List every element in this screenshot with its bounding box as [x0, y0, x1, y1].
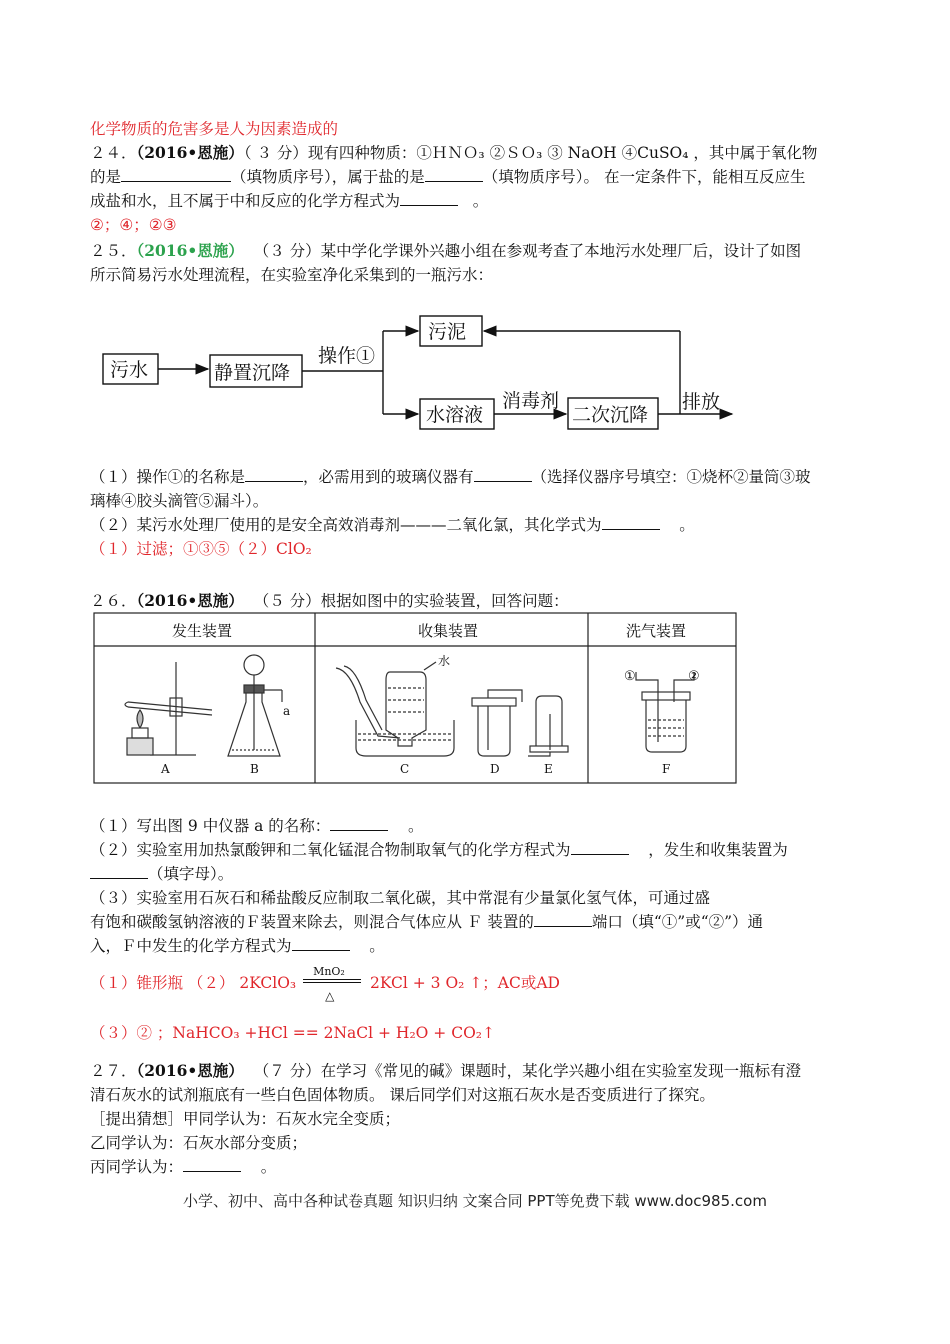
q24-line1: ２４．（2016•恩施）（ ３ 分）现有四种物质：①ＨＮＯ₃ ②ＳＯ₃ ③ NaOH ④CuSO₄ ，其中属于氧化物 [90, 143, 818, 162]
label-c: C [400, 762, 410, 776]
wastewater-flow-diagram [0, 300, 950, 440]
q25-blank-2 [474, 467, 532, 482]
q26-p3-line1: （３）实验室用石灰石和稀盐酸反应制取二氧化碳，其中常混有少量氯化氢气体，可通过盛 [90, 889, 711, 907]
flow-wastewater-label: 污水 [110, 359, 149, 381]
label-a: A [161, 762, 170, 776]
q26-blank-5 [292, 936, 350, 951]
label-small-a: a [283, 704, 291, 718]
apparatus-c [336, 662, 454, 756]
page-footer: 小学、初中、高中各种试卷真题 知识归纳 文案合同 PPT等免费下载 www.doc985.com [183, 1192, 767, 1210]
apparatus-e [528, 696, 568, 756]
q25-p2: （２）某污水处理厂使用的是安全高效消毒剂———二氧化氯，其化学式为 。 [90, 516, 695, 534]
intro-title: 化学物质的危害多是人为因素造成的 [90, 120, 339, 138]
q27-line4: 乙同学认为：石灰水部分变质； [90, 1134, 308, 1152]
label-water: 水 [438, 654, 451, 668]
q25-line1: ２５．（2016•恩施） （３ 分）某中学化学课外兴趣小组在参观考查了本地污水处理厂后，设计了如图 [90, 241, 802, 260]
header-collection: 收集装置 [418, 622, 479, 640]
header-generation: 发生装置 [172, 622, 233, 640]
q25-p1-line1: （１）操作①的名称是 ，必需用到的玻璃仪器有 （选择仪器序号填空：①烧杯②量筒③玻 [90, 468, 811, 486]
q26-blank-3 [90, 864, 148, 879]
label-d: D [490, 762, 500, 776]
q26-line1: ２６．（2016•恩施） （５ 分）根据如图中的实验装置，回答问题： [90, 591, 569, 610]
q26-blank-2 [571, 840, 629, 855]
q27-blank-1 [183, 1157, 241, 1172]
q26-blank-1 [330, 816, 388, 831]
label-port-2: ② [688, 669, 700, 684]
flow-operation-label: 操作① [318, 345, 376, 367]
q27-line5: 丙同学认为： 。 [90, 1158, 277, 1176]
label-b: B [250, 762, 259, 776]
q26-p2-line2: （填字母）。 [90, 863, 233, 885]
label-e: E [544, 762, 553, 776]
flow-solution-label: 水溶液 [426, 404, 484, 426]
q26-answer-1: （１）锥形瓶 （２） 2KClO₃ MnO₂ △ 2KCl + 3 O₂ ↑；AC或AD [90, 965, 560, 1003]
apparatus-table [0, 610, 950, 790]
q24-blank-3 [400, 191, 458, 206]
q26-p3-line3: 入，Ｆ中发生的化学方程式为 。 [90, 937, 385, 955]
q26-p2-line1: （２）实验室用加热氯酸钾和二氧化锰混合物制取氧气的化学方程式为 ，发生和收集装置为 [90, 841, 788, 859]
flow-second-settle-label: 二次沉降 [572, 404, 649, 426]
q25-p1-line2: 璃棒④胶头滴管⑤漏斗）。 [90, 492, 269, 510]
header-washing: 洗气装置 [626, 622, 687, 640]
q26-blank-4 [534, 912, 592, 927]
q25-blank-3 [602, 515, 660, 530]
q27-line1: ２７．（2016•恩施） （７ 分）在学习《常见的碱》课题时，某化学兴趣小组在实验室发现一瓶标有澄 [90, 1061, 802, 1080]
flow-sludge-label: 污泥 [428, 321, 467, 343]
q24-blank-1 [121, 167, 231, 182]
q25-line2: 所示简易污水处理流程，在实验室净化采集到的一瓶污水： [90, 266, 494, 284]
apparatus-f [636, 672, 694, 752]
q24-blank-2 [425, 167, 483, 182]
q27-line2: 清石灰水的试剂瓶底有一些白色固体物质。 课后同学们对这瓶石灰水是否变质进行了探究。 [90, 1086, 715, 1104]
q24-answer: ②；④；②③ [90, 216, 177, 234]
q25-answer: （１）过滤；①③⑤（２）ClO₂ [90, 540, 312, 558]
apparatus-d [472, 690, 522, 756]
q24-line3: 成盐和水，且不属于中和反应的化学方程式为 。 [90, 192, 489, 210]
reaction-condition: MnO₂ △ [301, 973, 365, 995]
flow-discharge-label: 排放 [682, 391, 721, 413]
flow-settle-label: 静置沉降 [214, 362, 291, 384]
apparatus-b [228, 655, 282, 756]
q25-blank-1 [245, 467, 303, 482]
q26-p1: （１）写出图 9 中仪器 a 的名称： 。 [90, 817, 424, 835]
q24-line2: 的是 （填物质序号），属于盐的是 （填物质序号）。 在一定条件下，能相互反应生 [90, 168, 806, 186]
q26-p3-line2: 有饱和碳酸氢钠溶液的Ｆ装置来除去，则混合气体应从 Ｆ 装置的 端口（填“①”或“②”）通 [90, 913, 764, 931]
apparatus-a [125, 662, 212, 755]
label-port-1: ① [624, 669, 636, 684]
q26-answer-2: （３）② ；NaHCO₃ +HCl == 2NaCl + H₂O + CO₂↑ [90, 1024, 495, 1042]
flow-disinfectant-label: 消毒剂 [502, 390, 560, 412]
label-f: F [662, 762, 671, 776]
q27-line3: ［提出猜想］甲同学认为：石灰水完全变质； [90, 1110, 401, 1128]
